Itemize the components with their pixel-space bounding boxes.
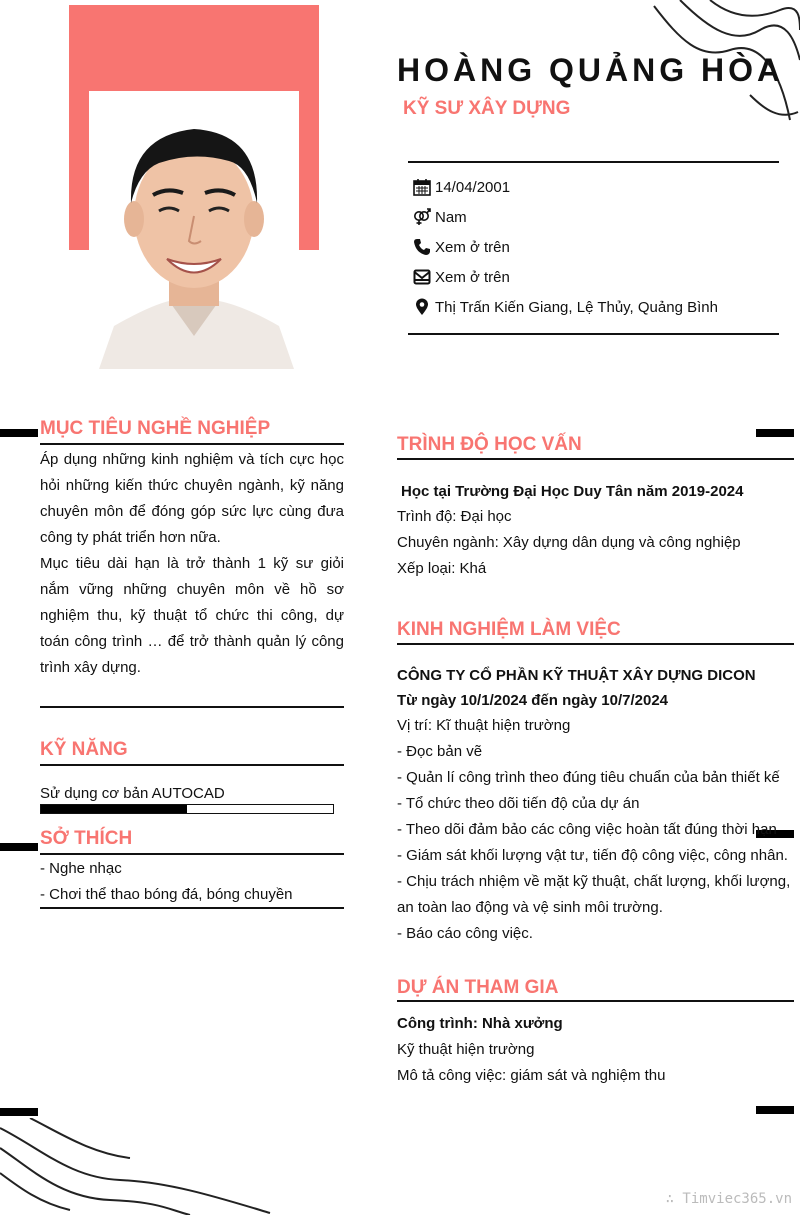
experience-duty: - Đọc bản vẽ <box>397 743 483 760</box>
hobby-item: - Nghe nhạc <box>40 860 122 877</box>
contact-birthday <box>413 176 510 198</box>
contact-bottom-rule <box>408 333 779 335</box>
experience-period: Từ ngày 10/1/2024 đến ngày 10/7/2024 <box>397 692 669 709</box>
experience-company: CÔNG TY CỔ PHẦN KỸ THUẬT XÂY DỰNG DICON <box>397 667 756 684</box>
contact-gender <box>413 206 467 228</box>
education-major: Chuyên ngành: Xây dựng dân dụng và công nghiệp <box>397 534 741 551</box>
hobbies-title: SỞ THÍCH <box>40 828 133 849</box>
location-pin-icon <box>413 298 431 316</box>
hobbies-rule <box>40 853 344 855</box>
job-title: KỸ SƯ XÂY DỰNG <box>403 98 571 119</box>
experience-duty: - Tổ chức theo dõi tiến độ của dự án <box>397 795 640 812</box>
education-rule <box>397 458 794 460</box>
hobby-item: - Chơi thể thao bóng đá, bóng chuyền <box>40 886 293 903</box>
footer-brand-logo: ∴ Timviec365.vn <box>665 1191 792 1207</box>
skill-level-bar <box>40 804 334 814</box>
skill-level-fill <box>41 805 187 813</box>
experience-duty: - Quản lí công trình theo đúng tiêu chuẩn của bản thiết kế <box>397 769 780 786</box>
hobbies-bottom-rule <box>40 907 344 909</box>
project-description: Mô tả công việc: giám sát và nghiệm thu <box>397 1067 666 1084</box>
contact-top-rule <box>408 161 779 163</box>
experience-duty: - Báo cáo công việc. <box>397 925 533 942</box>
portrait-photo <box>89 91 299 369</box>
candidate-name: HOÀNG QUẢNG HÒA <box>397 52 785 88</box>
education-school: Học tại Trường Đại Học Duy Tân năm 2019-2024 <box>401 483 744 500</box>
calendar-icon <box>413 178 431 196</box>
experience-duty: - Theo dõi đảm bảo các công việc hoàn tất đúng thời hạn <box>397 821 777 838</box>
experience-title: KINH NGHIỆM LÀM VIỆC <box>397 619 621 640</box>
objective-title: MỤC TIÊU NGHỀ NGHIỆP <box>40 418 271 439</box>
experience-duty: - Chịu trách nhiệm về mặt kỹ thuật, chất lượng, khối lượng, an toàn lao động và vệ sinh môi trường. <box>397 873 791 916</box>
objective-rule <box>40 443 344 445</box>
decorative-curves-bottom-left <box>0 1118 280 1215</box>
email-value: Xem ở trên <box>435 268 510 286</box>
skills-title: KỸ NĂNG <box>40 739 128 760</box>
education-title: TRÌNH ĐỘ HỌC VẤN <box>397 434 582 455</box>
address-value: Thị Trấn Kiến Giang, Lệ Thủy, Quảng Bình <box>435 298 718 316</box>
gender-icon <box>413 208 431 226</box>
project-role: Kỹ thuật hiện trường <box>397 1041 535 1058</box>
right-accent-bar <box>756 429 794 437</box>
phone-value: Xem ở trên <box>435 238 510 256</box>
project-name: Công trình: Nhà xưởng <box>397 1015 563 1032</box>
experience-rule <box>397 643 794 645</box>
experience-position: Vị trí: Kĩ thuật hiện trường <box>397 717 571 734</box>
contact-email <box>413 266 510 288</box>
left-accent-bar <box>0 843 38 851</box>
avatar <box>89 91 299 369</box>
email-icon <box>413 268 431 286</box>
contact-address <box>413 296 718 318</box>
skill-name: Sử dụng cơ bản AUTOCAD <box>40 785 225 802</box>
objective-paragraph-2: Mục tiêu dài hạn là trở thành 1 kỹ sư giỏi nắm vững những chuyên môn về hồ sơ nghiệm thu, kỹ thuật tổ chức thi công, dự toán công trình … để trở thành quản lý công trình xây dựng. <box>40 555 344 676</box>
birthday-value: 14/04/2001 <box>435 178 511 196</box>
objective-bottom-rule <box>40 706 344 708</box>
education-level: Trình độ: Đại học <box>397 508 512 525</box>
education-grade: Xếp loại: Khá <box>397 560 487 577</box>
contact-phone <box>413 236 510 258</box>
gender-value: Nam <box>435 208 467 226</box>
left-accent-bar <box>0 429 38 437</box>
objective-paragraph-1: Áp dụng những kinh nghiệm và tích cực học hỏi những kiến thức chuyên ngành, kỹ năng chuyên môn để đóng góp sức lực cùng đưa công ty phát triển hơn nữa. <box>40 451 344 546</box>
right-accent-bar <box>756 1106 794 1114</box>
skills-rule <box>40 764 344 766</box>
left-accent-bar <box>0 1108 38 1116</box>
projects-title: DỰ ÁN THAM GIA <box>397 977 559 998</box>
projects-rule <box>397 1000 794 1002</box>
experience-duty: - Giám sát khối lượng vật tư, tiến độ công việc, công nhân. <box>397 847 788 864</box>
phone-icon <box>413 238 431 256</box>
